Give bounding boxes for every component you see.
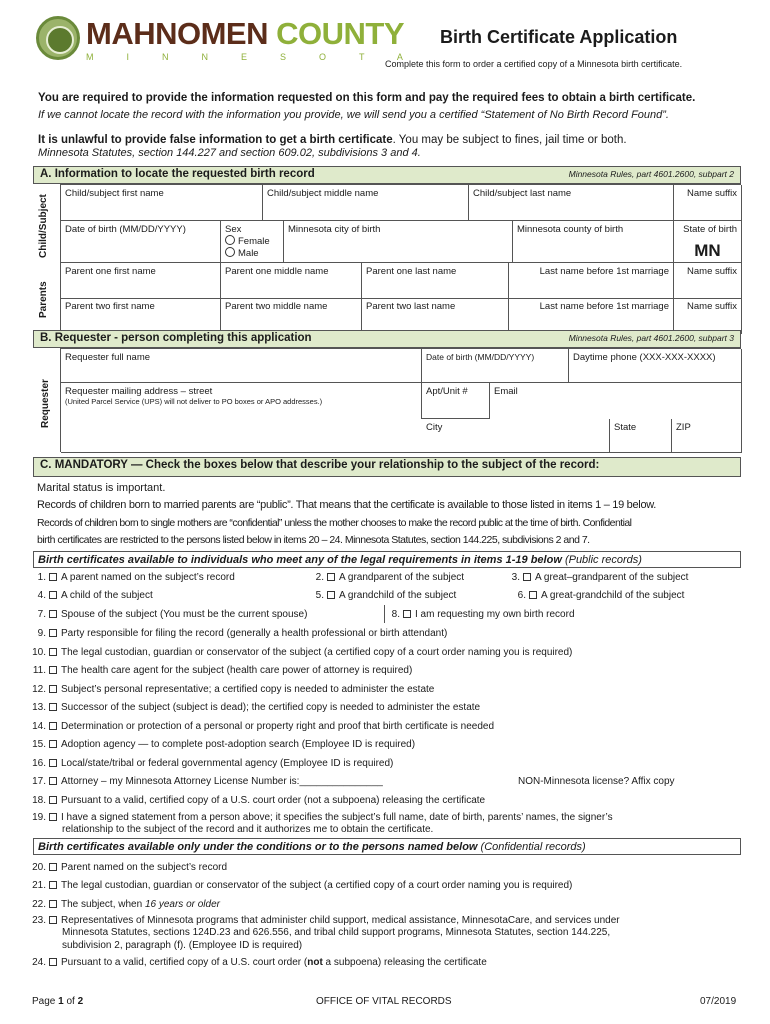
- confidential-note-2: birth certificates are restricted to the persons listed below in items 20 – 24. Minnesota Statutes, section 144.225, subdivisions 2 and 7.: [37, 534, 590, 546]
- requester-email-field[interactable]: Email: [490, 383, 742, 419]
- female-radio[interactable]: Female: [225, 235, 279, 247]
- item-6[interactable]: 6. A great-grandchild of the subject: [517, 590, 685, 601]
- section-b-header: B. Requester - person completing this application Minnesota Rules, part 4601.2600, subpart 3: [33, 330, 741, 348]
- checkbox-icon: [49, 813, 57, 821]
- item-8[interactable]: 8. I am requesting my own birth record: [391, 609, 575, 620]
- requester-dob-field[interactable]: Date of birth (MM/DD/YYYY): [422, 349, 569, 383]
- item-4[interactable]: 4. A child of the subject: [37, 590, 153, 601]
- item-9[interactable]: 9. Party responsible for filing the record (generally a health professional or birth attendant): [37, 628, 448, 639]
- form-date: 07/2019: [700, 996, 737, 1007]
- birth-county-field[interactable]: Minnesota county of birth: [513, 221, 674, 263]
- subject-first-name-field[interactable]: Child/subject first name: [61, 185, 263, 221]
- checkbox-icon: [49, 900, 57, 908]
- form-title: Birth Certificate Application: [440, 27, 678, 47]
- item-2[interactable]: 2. A grandparent of the subject: [315, 572, 465, 583]
- checkbox-icon: [49, 777, 57, 785]
- parent2-maiden-field[interactable]: Last name before 1st marriage: [509, 298, 674, 334]
- item-14[interactable]: 14. Determination or protection of a personal or property right and proof that birth certificate is needed: [32, 721, 495, 732]
- checkbox-icon: [49, 863, 57, 871]
- intro-line-3: It is unlawful to provide false information to get a birth certificate. You may be subject to fines, jail time or both.: [38, 134, 627, 146]
- subject-last-name-field[interactable]: Child/subject last name: [469, 185, 674, 221]
- item-10[interactable]: 10. The legal custodian, guardian or conservator of the subject (a certified copy of a court order naming you is required): [32, 647, 573, 658]
- checkbox-icon: [49, 958, 57, 966]
- requester-phone-field[interactable]: Daytime phone (XXX-XXX-XXXX): [569, 349, 742, 383]
- requester-name-field[interactable]: Requester full name: [61, 349, 422, 383]
- marital-note: Marital status is important.: [37, 482, 166, 494]
- subject-middle-name-field[interactable]: Child/subject middle name: [263, 185, 469, 221]
- requester-address-field[interactable]: Requester mailing address – street (United Parcel Service (UPS) will not deliver to PO boxes or APO addresses.): [61, 383, 422, 419]
- parents-label: Parents: [38, 281, 49, 318]
- item-5[interactable]: 5. A grandchild of the subject: [315, 590, 457, 601]
- parent1-suffix-field[interactable]: Name suffix: [674, 263, 742, 299]
- confidential-records-header: Birth certificates available only under the conditions or to the persons named below (Confidential records): [33, 838, 741, 855]
- checkbox-icon: [49, 722, 57, 730]
- sex-field: Sex Female Male: [221, 221, 283, 263]
- intro-line-4: Minnesota Statutes, section 144.227 and section 609.02, subdivisions 3 and 4.: [38, 147, 421, 159]
- county-seal-logo: [36, 16, 80, 60]
- requester-label: Requester: [40, 379, 51, 428]
- checkbox-icon: [327, 591, 335, 599]
- item-21[interactable]: 21. The legal custodian, guardian or conservator of the subject (a certified copy of a court order naming you is required): [32, 880, 573, 891]
- county-logo-name: MAHNOMEN COUNTY: [86, 16, 405, 51]
- address-cont-area: [61, 419, 422, 453]
- checkbox-icon: [49, 685, 57, 693]
- birth-state-field: State of birth MN: [674, 221, 742, 263]
- section-b-grid: [60, 348, 741, 452]
- item-19[interactable]: 19. I have a signed statement from a person above; it specifies the subject’s full name, date of birth, parents’ names, the signer’s: [32, 812, 613, 823]
- parent2-middle-field[interactable]: Parent two middle name: [221, 298, 362, 334]
- requester-zip-field[interactable]: ZIP: [672, 419, 742, 453]
- item-13[interactable]: 13. Successor of the subject (subject is dead); the certified copy is needed to administer the estate: [32, 702, 481, 713]
- checkbox-icon: [49, 648, 57, 656]
- parent1-first-field[interactable]: Parent one first name: [61, 263, 221, 299]
- checkbox-icon: [529, 591, 537, 599]
- parent2-last-field[interactable]: Parent two last name: [362, 298, 509, 334]
- item-3[interactable]: 3. A great–grandparent of the subject: [511, 572, 689, 583]
- child-subject-label: Child/Subject: [38, 194, 49, 258]
- subject-dob-field[interactable]: Date of birth (MM/DD/YYYY): [61, 221, 221, 263]
- checkbox-icon: [49, 881, 57, 889]
- subject-suffix-field[interactable]: Name suffix: [674, 185, 742, 221]
- item-11[interactable]: 11. The health care agent for the subject (health care power of attorney is required): [32, 665, 413, 676]
- checkbox-icon: [49, 916, 57, 924]
- requester-city-field[interactable]: City: [422, 419, 610, 453]
- checkbox-icon: [403, 610, 411, 618]
- checkbox-icon: [49, 740, 57, 748]
- item-12[interactable]: 12. Subject’s personal representative; a certified copy is needed to administer the estate: [32, 684, 435, 695]
- checkbox-icon: [49, 610, 57, 618]
- radio-circle-icon: [225, 235, 235, 245]
- intro-line-1: You are required to provide the information requested on this form and pay the required fees to obtain a birth certificate.: [38, 92, 696, 104]
- item-23-cont-2: subdivision 2, paragraph (f). (Employee ID is required): [62, 940, 303, 951]
- county-logo-state: MINNESOTA: [86, 52, 436, 62]
- checkbox-icon: [49, 759, 57, 767]
- parent1-last-field[interactable]: Parent one last name: [362, 263, 509, 299]
- item-23-cont-1: Minnesota Statutes, sections 124D.23 and 626.556, and tribal child support programs, Minnesota Statutes, section 144.225,: [62, 927, 611, 938]
- item-20[interactable]: 20. Parent named on the subject’s record: [32, 862, 228, 873]
- section-a-parent2-grid: [60, 298, 741, 334]
- page-number: Page 1 of 2: [32, 996, 84, 1007]
- checkbox-icon: [49, 703, 57, 711]
- office-name: OFFICE OF VITAL RECORDS: [316, 996, 452, 1007]
- birth-city-field[interactable]: Minnesota city of birth: [283, 221, 513, 263]
- intro-line-2: If we cannot locate the record with the information you provide, we will send you a certified “Statement of No Birth Record Found”.: [38, 109, 669, 121]
- public-records-header: Birth certificates available to individuals who meet any of the legal requirements in items 1-19 below (Public records): [33, 551, 741, 568]
- item-15[interactable]: 15. Adoption agency — to complete post-adoption search (Employee ID is required): [32, 739, 416, 750]
- item-17-note: NON-Minnesota license? Affix copy: [518, 776, 675, 787]
- item-17[interactable]: 17. Attorney – my Minnesota Attorney License Number is:_______________: [32, 776, 383, 787]
- requester-apt-field[interactable]: Apt/Unit #: [422, 383, 490, 419]
- item-16[interactable]: 16. Local/state/tribal or federal governmental agency (Employee ID is required): [32, 758, 394, 769]
- checkbox-icon: [49, 591, 57, 599]
- checkbox-icon: [49, 629, 57, 637]
- checkbox-icon: [523, 573, 531, 581]
- item-1[interactable]: 1. A parent named on the subject’s record: [37, 572, 235, 583]
- item-18[interactable]: 18. Pursuant to a valid, certified copy of a U.S. court order (not a subpoena) releasing the certificate: [32, 795, 486, 806]
- radio-circle-icon: [225, 247, 235, 257]
- public-note: Records of children born to married parents are “public”. That means that the certificate is available to those listed in items 1 – 19 below.: [37, 499, 657, 511]
- item-24[interactable]: 24. Pursuant to a valid, certified copy of a U.S. court order (not a subpoena) releasing the certificate: [32, 957, 487, 968]
- parent2-suffix-field[interactable]: Name suffix: [674, 298, 742, 334]
- item-7[interactable]: 7. Spouse of the subject (You must be the current spouse): [37, 609, 308, 620]
- section-a-header: A. Information to locate the requested birth record Minnesota Rules, part 4601.2600, subpart 2: [33, 166, 741, 184]
- item-22[interactable]: 22. The subject, when 16 years or older: [32, 899, 220, 910]
- parent2-first-field[interactable]: Parent two first name: [61, 298, 221, 334]
- checkbox-icon: [327, 573, 335, 581]
- checkbox-icon: [49, 666, 57, 674]
- section-c-header: C. MANDATORY — Check the boxes below that describe your relationship to the subject of the record:: [33, 457, 741, 477]
- checkbox-icon: [49, 796, 57, 804]
- requester-state-field[interactable]: State: [610, 419, 672, 453]
- confidential-note-1: Records of children born to single mothers are “confidential” unless the mother chooses to make the record public at the time of birth. Confidential: [37, 517, 632, 529]
- parent1-maiden-field[interactable]: Last name before 1st marriage: [509, 263, 674, 299]
- item-19-cont: relationship to the subject of the record and it authorizes me to obtain the certificate.: [62, 824, 434, 835]
- checkbox-icon: [49, 573, 57, 581]
- parent1-middle-field[interactable]: Parent one middle name: [221, 263, 362, 299]
- item-23[interactable]: 23. Representatives of Minnesota programs that administer child support, medical assistance, MinnesotaCare, and services under: [32, 915, 620, 926]
- male-radio[interactable]: Male: [225, 247, 279, 259]
- form-subtitle: Complete this form to order a certified copy of a Minnesota birth certificate.: [385, 59, 683, 69]
